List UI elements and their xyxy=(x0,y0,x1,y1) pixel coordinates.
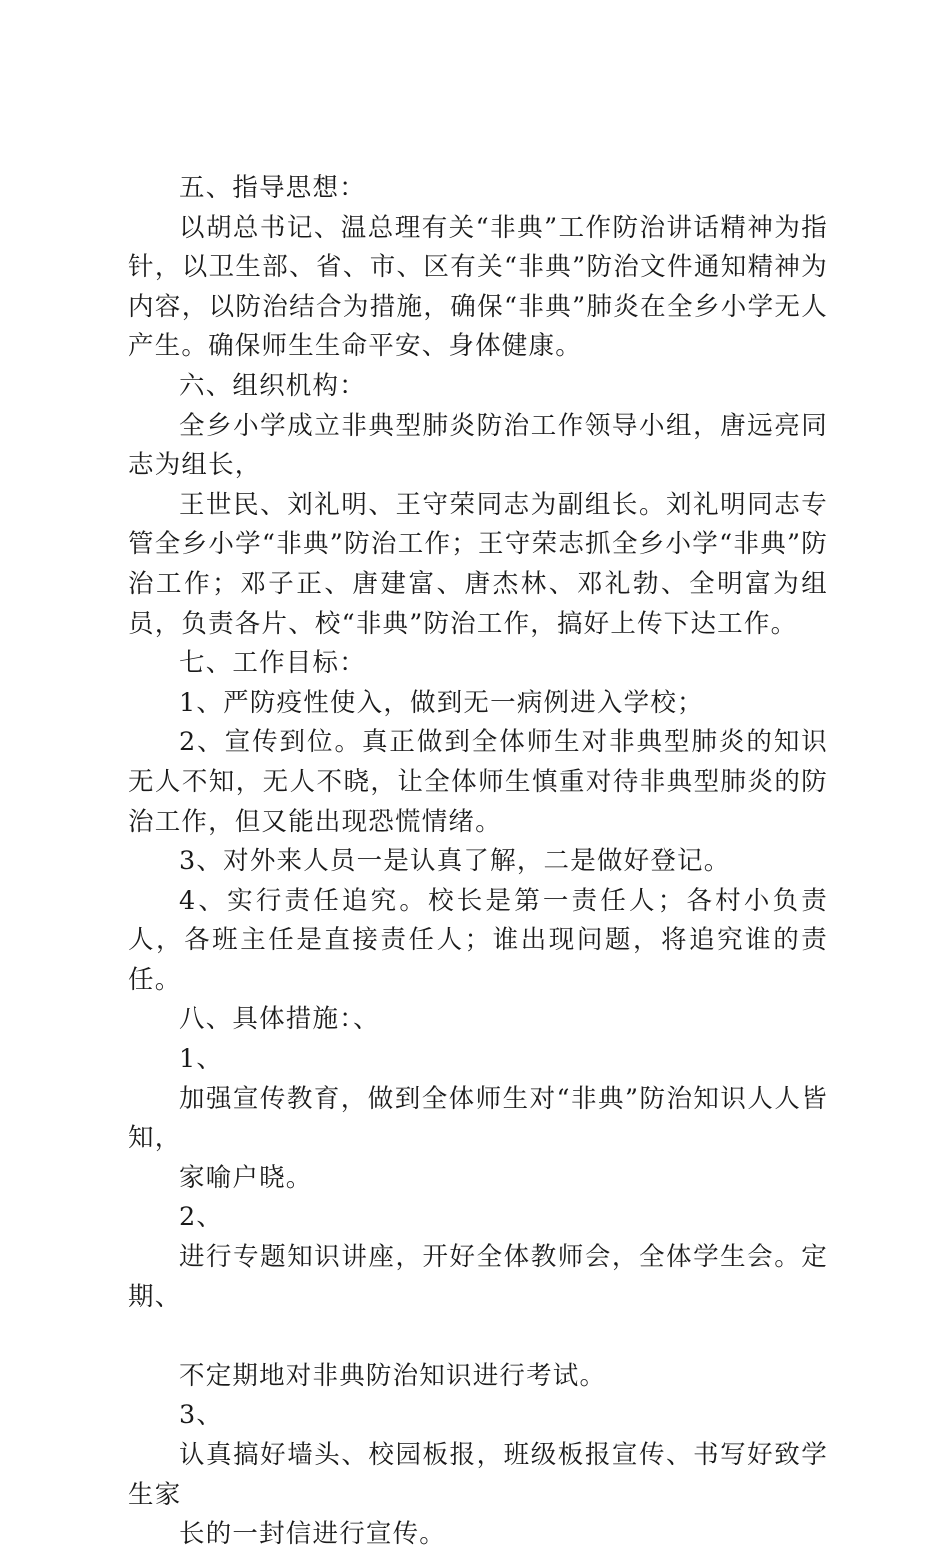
measure-number-2: 2、 xyxy=(179,1202,224,1233)
heading-work-goals: 七、工作目标： xyxy=(179,648,366,679)
document-body xyxy=(128,169,828,1555)
measure-text-3: 认真搞好墙头、校园板报，班级板报宣传、书写好致学生家 xyxy=(128,1440,828,1510)
measure-text-1: 加强宣传教育，做到全体师生对“非典”防治知识人人皆知， xyxy=(128,1083,828,1154)
measure-text-1-continued: 家喻户晓。 xyxy=(179,1162,313,1193)
heading-organization: 六、组织机构： xyxy=(179,370,366,401)
goal-item-3: 3、对外来人员一是认真了解，二是做好登记。 xyxy=(179,846,731,877)
measure-number-1: 1、 xyxy=(179,1044,224,1075)
measure-number-3: 3、 xyxy=(179,1400,224,1431)
measure-text-2-continued: 不定期地对非典防治知识进行考试。 xyxy=(179,1360,607,1391)
goal-item-4: 4、实行责任追究。校长是第一责任人；各村小负责人，各班主任是直接责任人；谁出现问题，将追究谁的责任。 xyxy=(128,885,828,995)
goal-item-2: 2、宣传到位。真正做到全体师生对非典型肺炎的知识无人不知，无人不晓，让全体师生慎重对待非典型肺炎的防治工作，但又能出现恐慌情绪。 xyxy=(128,727,828,837)
measure-text-3-continued: 长的一封信进行宣传。 xyxy=(179,1519,447,1550)
blank-line xyxy=(128,1317,828,1357)
paragraph-guiding-ideology: 以胡总书记、温总理有关“非典”工作防治讲话精神为指针，以卫生部、省、市、区有关“非典”防治文件通知精神为内容，以防治结合为措施，确保“非典”肺炎在全乡小学无人产生。确保师生生命平安、身体健康。 xyxy=(128,212,828,362)
heading-guiding-ideology: 五、指导思想： xyxy=(179,173,366,203)
heading-measures: 八、具体措施：、 xyxy=(179,1004,380,1035)
paragraph-deputies: 王世民、刘礼明、王守荣同志为副组长。刘礼明同志专管全乡小学“非典”防治工作；王守荣志抓全乡小学“非典”防治工作；邓子正、唐建富、唐杰林、邓礼勃、全明富为组员，负责各片、校“非典”防治工作，搞好上传下达工作。 xyxy=(128,489,828,639)
measure-text-2: 进行专题知识讲座，开好全体教师会，全体学生会。定期、 xyxy=(128,1242,828,1312)
paragraph-leader: 全乡小学成立非典型肺炎防治工作领导小组，唐远亮同志为组长， xyxy=(128,410,828,481)
goal-item-1: 1、严防疫性使入，做到无一病例进入学校； xyxy=(179,687,704,718)
